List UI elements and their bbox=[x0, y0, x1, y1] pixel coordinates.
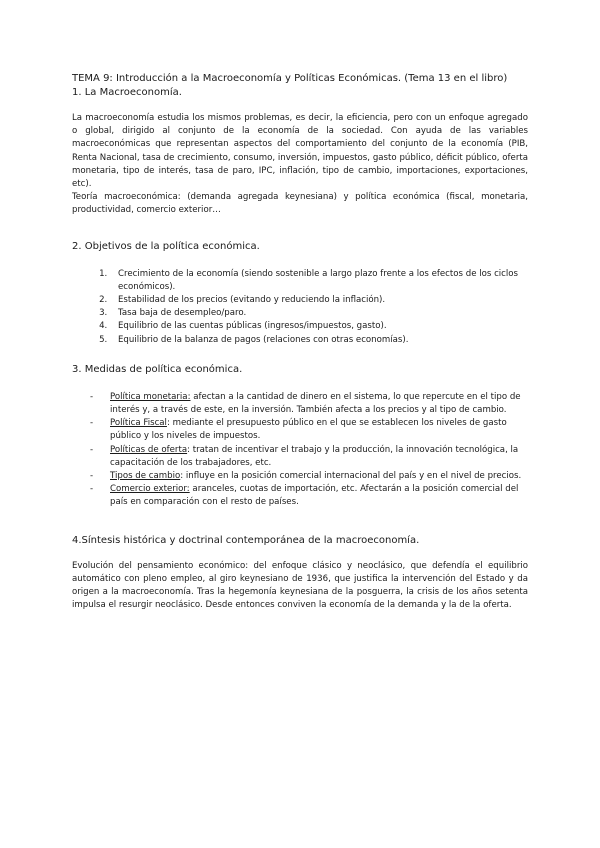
measure-term: Políticas de oferta bbox=[110, 444, 188, 455]
document-title: TEMA 9: Introducción a la Macroeconomía y Políticas Económicas. (Tema 13 en el libro) bbox=[72, 73, 508, 84]
list-dash: - bbox=[90, 471, 94, 482]
measure-item bbox=[90, 444, 528, 470]
section-4-heading: 4.Síntesis histórica y doctrinal contemporánea de la macroeconomía. bbox=[72, 534, 420, 546]
measure-term: Política monetaria: bbox=[110, 391, 191, 402]
objective-item: 3. Tasa baja de desempleo/paro. bbox=[110, 307, 528, 320]
list-dash: - bbox=[90, 391, 94, 402]
measure-text: aranceles, cuotas de importación, etc. Afectarán a la posición comercial del país en comparación con el resto de países. bbox=[110, 484, 519, 508]
section-1-heading: 1. La Macroeconomía. bbox=[72, 87, 182, 98]
list-dash: - bbox=[90, 484, 94, 495]
measure-text: afectan a la cantidad de dinero en el sistema, lo que repercute en el tipo de interés y, a través de este, en la inversión. También afecta a los precios y al tipo de cambio. bbox=[110, 391, 521, 416]
measure-term: Política Fiscal bbox=[110, 418, 167, 429]
measure-text: : influye en la posición comercial internacional del país y en el nivel de precios. bbox=[180, 471, 522, 482]
measure-term: Comercio exterior: bbox=[110, 484, 190, 495]
objectives-list bbox=[72, 268, 528, 347]
section-3-heading: 3. Medidas de política económica. bbox=[72, 363, 243, 375]
objective-item: 2. Estabilidad de los precios (evitando y reduciendo la inflación). bbox=[110, 294, 528, 307]
document-content bbox=[72, 72, 528, 612]
objective-item: 1. Crecimiento de la economía (siendo sostenible a largo plazo frente a los efectos de los ciclos económicos). bbox=[110, 268, 528, 294]
measure-text: : tratan de incentivar el trabajo y la producción, la innovación tecnológica, la capacitación de los trabajadores, etc. bbox=[110, 444, 519, 468]
section-4 bbox=[72, 534, 528, 613]
list-dash: - bbox=[90, 418, 94, 429]
section-2-heading: 2. Objetivos de la política económica. bbox=[72, 240, 260, 252]
measure-item bbox=[90, 417, 528, 443]
objective-item: 5. Equilibrio de la balanza de pagos (relaciones con otras economías). bbox=[110, 334, 528, 347]
measures-list bbox=[90, 391, 528, 510]
measure-term: Tipos de cambio bbox=[110, 471, 181, 482]
section-1-paragraph-2: Teoría macroeconómica: (demanda agregada keynesiana) y política económica (fiscal, monetaria, productividad, comercio exterior… bbox=[72, 192, 528, 216]
measure-item bbox=[90, 483, 528, 509]
measure-text: : mediante el presupuesto público en el que se establecen los niveles de gasto público y los niveles de impuestos. bbox=[110, 418, 507, 442]
measure-item bbox=[90, 391, 528, 417]
measure-item bbox=[90, 470, 528, 483]
section-4-paragraph: Evolución del pensamiento económico: del enfoque clásico y neoclásico, que defendía el equilibrio automático con pleno empleo, al giro keynesiano de 1936, que justifica la intervención del Estado y da origen a la macroeconomía. Tras la hegemonía keynesiana de la posguerra, la crisis de los años setenta impulsa el resurgir neoclásico. Desde entonces conviven la economía de la demanda y la de la oferta. bbox=[72, 560, 528, 611]
section-1-paragraph-1: La macroeconomía estudia los mismos problemas, es decir, la eficiencia, pero con un enfoque agregado o global, dirigido al conjunto de la economía de la sociedad. Con ayuda de las variables macroeconómicas que representan aspectos del comportamiento del conjunto de la economía (PIB, Renta Nacional, tasa de crecimiento, consumo, inversión, impuestos, gasto público, déficit público, oferta monetaria, tipo de interés, tasa de paro, IPC, inflación, tipo de cambio, importaciones, exportaciones, etc). bbox=[72, 113, 528, 190]
list-dash: - bbox=[90, 444, 94, 455]
objective-item: 4. Equilibrio de las cuentas públicas (ingresos/impuestos, gasto). bbox=[110, 320, 528, 333]
